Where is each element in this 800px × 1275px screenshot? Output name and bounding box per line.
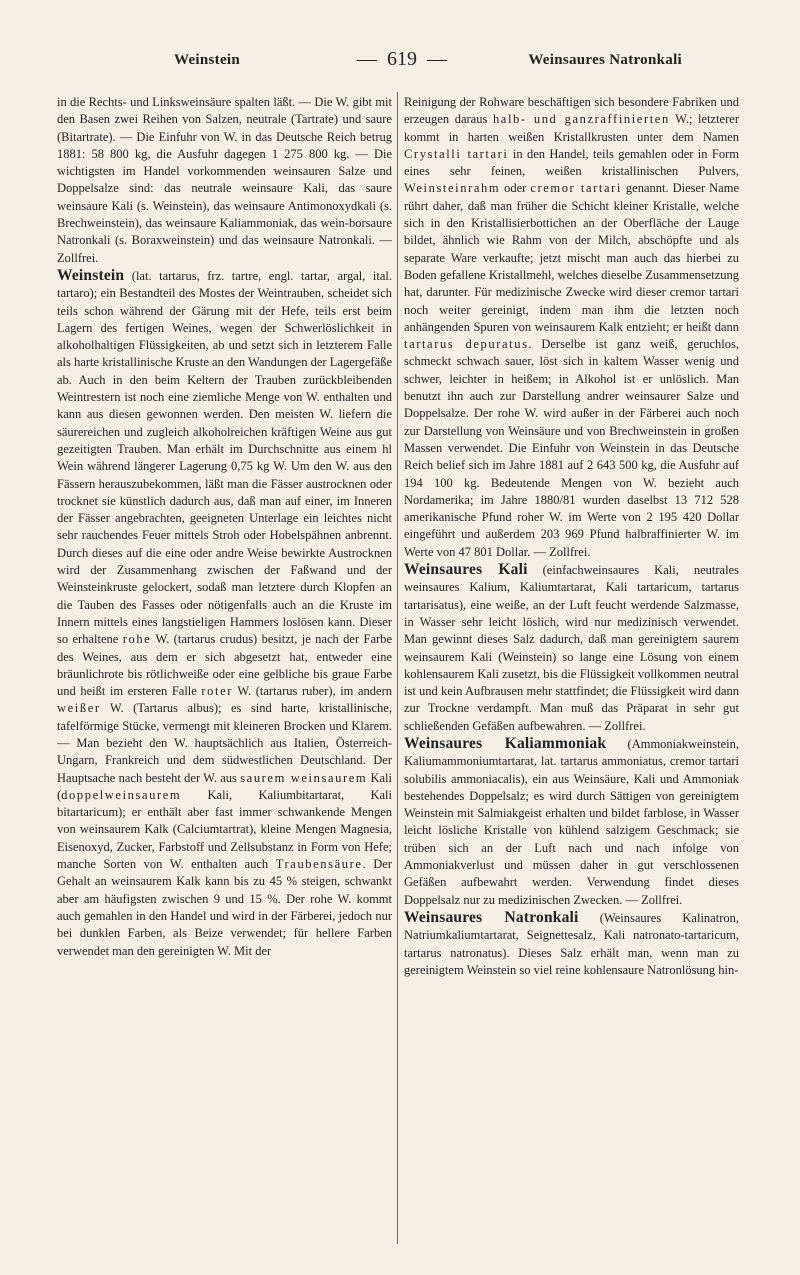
entry-weinstein: Weinstein (lat. tartarus, frz. tartre, engl. tartar, argal, ital. tartaro); ein Bestandteil des Mostes der Weintrauben, scheidet sich teils schon während der Gärung mit der Hefe, teils erst beim Lagern des fertigen Weines, wegen der Schwerlöslichkeit in alkoholhaltigen Flüssigkeiten, ab und setzt sich in letzterem Falle als harte kristallinische Kruste an den Wandungen der Lagergefäße ab. Auch in den beim Keltern der Trauben zurückbleibenden Weintrestern ist noch eine ziemliche Menge von W. enthalten und kann aus diesen gewonnen werden. Den meisten W. liefern die säurereichen und zugleich alkoholreichen kräftigen Weine aus gut gezeitigten Trauben. Man erhält im Durchschnitte aus einem hl Wein während längerer Lagerung 0,75 kg W. Um den W. aus den Fässern herauszubekommen, läßt man die Fässer austrocknen oder trocknet sie künstlich dadurch aus, daß man auf einer, im Inneren der Fässer angebrachten, geeigneten Unterlage ein leichtes nicht sehr rauchendes Feuer mittels Stroh oder Hobelspähnen anbrennt. Durch dieses auf die eine oder andre Weise bewirkte Austrocknen wird der Zusammenhang zwischen der Faßwand und der Weinsteinkruste gelockert, sodaß man letztere durch Klopfen an die Tauben des Fasses oder nötigenfalls auch an die Kruste im Innern mittels eines langstieligen Hammers loslösen kann. Dieser so erhaltene rohe W. (tartarus crudus) besitzt, je nach der Farbe des Weines, aus dem er sich abgesetzt hat, entweder eine bräunlichrote bis rötlichweiße oder eine gelbliche bis graue Farbe und heißt im ersteren Falle roter W. (tartarus ruber), im andern weißer W. (Tartarus albus); es sind harte, kristallinische, tafelförmige Stücke, vermengt mit kleineren Brocken und Klarem. — Man bezieht den W. hauptsächlich aus Italien, Österreich-Ungarn, Frankreich und dem südwestlichen Deutschland. Der Hauptsache nach besteht der W. aus saurem weinsaurem Kali (doppelweinsaurem Kali, Kaliumbitartarat, Kali bitartaricum); er enthält aber fast immer schwankende Mengen von weinsaurem Kalk (Calciumtartrat), kleine Mengen Magnesia, Eisenoxyd, Zucker, Farbstoff und Zellsubstanz in Form von Hefe; manche Sorten von W. enthalten auch Traubensäure. Der Gehalt an weinsaurem Kalk kann bis zu 45 % steigen, schwankt aber am häufigsten zwischen 9 und 15 %. Der rohe W. kommt auch gemahlen in den Handel und wird in der Färberei, jedoch nur bei dunklen Farben, als Beize verwendet; für hellere Farben verwendet man den gereinigten W. Mit der [57, 266, 392, 958]
entry-weinsaures-kali: Weinsaures Kali (einfachweinsaures Kali, neutrales weinsaures Kalium, Kaliumtartarat, Kali tartaricum, tartarus tartarisatus), eine weiße, an der Luft feucht werdende Salzmasse, in Wasser sehr leicht löslich, wird nur medizinisch verwendet. Man gewinnt dieses Salz dadurch, daß man gereinigtem saurem weinsaurem Kali (Weinstein) so lange eine Lösung von einem kohlensaurem Kali zusetzt, bis die Flüssigkeit vollkommen neutral ist und kein Aufbrausen mehr stattfindet; die Flüssigkeit wird dann zur Trockne verdampft. Man muß das Präparat in sehr gut schließenden Gefäßen aufbewahren. — Zollfrei. [404, 561, 739, 733]
page-number: 619 [387, 48, 417, 70]
paragraph-continuation-right: Reinigung der Rohware beschäftigen sich besondere Fabriken und erzeugen daraus halb- und ganzraffinierten W.; letzterer kommt in harten weißen Kristallkrusten unter dem Namen Crystalli tartari in den Handel, teils gemahlen oder in Form eines sehr feinen, weißen kristallinischen Pulvers, Weinsteinrahm oder cremor tartari genannt. Dieser Name rührt daher, daß man früher die Schicht kleiner Kristalle, welche sich in den Kristallisierbottichen an der Oberfläche der Lauge bildet, ähnlich wie Rahm von der Milch, abschöpfte und als separate Ware verkaufte; jetzt mischt man auch das hierbei zu Boden gefallene Kristallmehl, welches dieselbe Zusammensetzung hat, darunter. Für medizinische Zwecke wird dieser cremor tartari noch weiter gereinigt, indem man ihm die letzten noch anhängenden Spuren von weinsaurem Kalk entzieht; er heißt dann tartarus depuratus. Derselbe ist ganz weiß, geruchlos, schmeckt schwach sauer, löst sich in kaltem Wasser wenig und schwer, leichter in heißem; in Alkohol ist er unlöslich. Man benutzt ihn auch zur Darstellung andrer weinsaurer Salze und Doppelsalze. Der rohe W. wird außer in der Färberei auch noch zur Darstellung von Weinsäure und von Brechweinstein in großen Massen verwendet. Die Einfuhr von Weinstein in das Deutsche Reich belief sich im Jahre 1881 auf 2 643 500 kg, die Ausfuhr auf 194 100 kg. Bedeutende Mengen von W. bezieht auch Nordamerika; im Jahre 1880/81 wurden daselbst 13 712 528 amerikanische Pfund roher W. im Werte von 2 195 420 Dollar eingeführt und außerdem 203 969 Pfund halbraffinierter W. im Werte von 47 801 Dollar. — Zollfrei. [404, 95, 739, 559]
column-divider [397, 92, 398, 1244]
entry-heading: Weinstein [57, 266, 125, 284]
header-dash-right: — [427, 48, 447, 70]
header-dash-left: — [357, 48, 377, 70]
entry-heading: Weinsaures Natronkali [404, 908, 579, 926]
entry-weinsaures-kaliammoniak: Weinsaures Kaliammoniak (Ammoniakweinstein, Kaliumammoniumtartarat, lat. tartarus ammoniatus, cremor tartari solubilis ammoniacalis), ein aus Weinsäure, Kali und Ammoniak bestehendes Doppelsalz; es wird durch Sättigen von gereinigtem Weinstein mit Salmiakgeist erhalten und bildet farblose, in Wasser leicht lösliche Kristalle von kühlend salzigem Geschmack; sie trüben sich an der Luft nach und nach infolge von Ammoniakverlust und müssen daher in gut verschlossenen Gefäßen aufbewahrt werden. Verwendung findet dieses Doppelsalz nur zu medizinischen Zwecken. — Zollfrei. [404, 734, 739, 907]
page-header [52, 48, 752, 74]
entry-heading: Weinsaures Kali [404, 561, 528, 579]
header-right-title: Weinsaures Natronkali [528, 52, 682, 68]
header-left-title: Weinstein [174, 52, 241, 68]
left-column [57, 94, 392, 1244]
right-column [404, 94, 739, 1244]
paragraph-continuation: in die Rechts- und Linksweinsäure spalten läßt. — Die W. gibt mit den Basen zwei Reihen von Salzen, neutrale (Tartrate) und saure (Bitartrate). — Die Einfuhr von W. in das Deutsche Reich betrug 1881: 58 800 kg, die Ausfuhr dagegen 1 275 800 kg. — Die wichtigsten im Handel vorkommenden weinsauren Salze und Doppelsalze sind: das neutrale weinsaure Kali, das saure weinsaure Kali (s. Weinstein), das weinsaure Antimonoxydkali (s. Brechweinstein), das weinsaure Kaliammoniak, das wein-borsaure Natronkali (s. Boraxweinstein) und das weinsaure Natronkali. — Zollfrei. [57, 95, 392, 265]
entry-heading: Weinsaures Kaliammoniak [404, 734, 607, 752]
entry-weinsaures-natronkali: Weinsaures Natronkali (Weinsaures Kalinatron, Natriumkaliumtartarat, Seignettesalz, Kali natronato-tartaricum, tartarus natronatus). Dieses Salz erhält man, wenn man zu gereinigtem Weinstein so viel reine kohlensaure Natronlösung hin- [404, 908, 739, 977]
